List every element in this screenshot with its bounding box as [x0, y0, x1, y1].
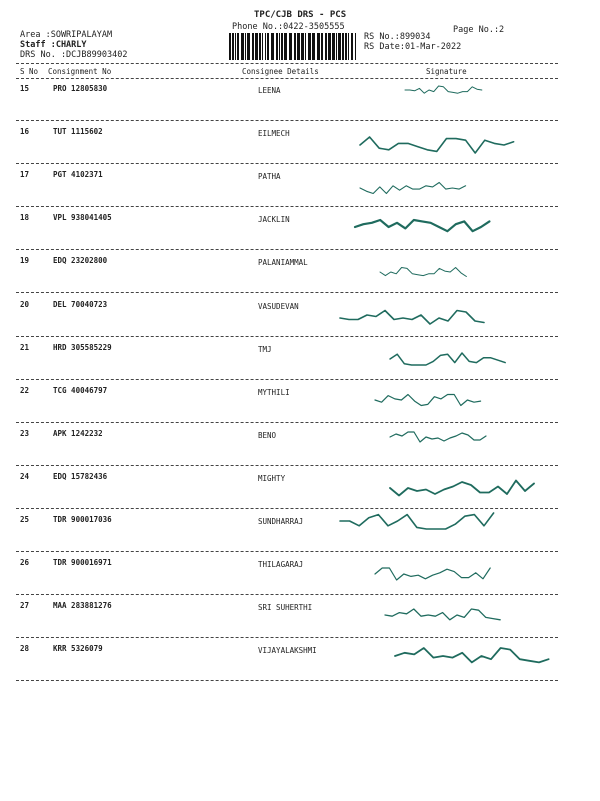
- serial-number: 20: [20, 299, 30, 309]
- signature-scribble: [0, 209, 600, 252]
- serial-number: 27: [20, 601, 30, 611]
- serial-number: 28: [20, 644, 30, 654]
- consignee-name: VASUDEVAN: [258, 301, 299, 311]
- consignee-name: LEENA: [258, 86, 281, 95]
- signature-scribble: [0, 123, 600, 166]
- table-row: [0, 252, 600, 295]
- table-row: [0, 511, 600, 554]
- signature-scribble: [0, 640, 600, 683]
- consignment-number: TDR 900017036: [53, 515, 112, 524]
- signature-scribble: [0, 382, 600, 425]
- consignee-name: BENO: [258, 430, 277, 440]
- consignment-number: TCG 40046797: [53, 385, 108, 395]
- consignment-number: VPL 938041405: [53, 213, 112, 223]
- sheet-title: TPC/CJB DRS - PCS: [254, 10, 347, 20]
- consignee-name: MYTHILI: [258, 387, 290, 397]
- row-divider: [16, 551, 558, 552]
- row-divider: [16, 379, 558, 380]
- table-row: [0, 339, 600, 382]
- staff-field: Staff :CHARLY: [20, 40, 87, 50]
- serial-number: 17: [20, 170, 30, 180]
- row-divider: [16, 206, 558, 207]
- consignee-name: TMJ: [258, 344, 272, 354]
- consignment-number: TDR 900016971: [53, 558, 112, 568]
- consignee-name: JACKLIN: [258, 215, 290, 225]
- table-row: [0, 425, 600, 468]
- table-row: [0, 296, 600, 339]
- serial-number: 16: [20, 127, 30, 137]
- table-row: [0, 80, 600, 123]
- col-sno: S No: [20, 67, 39, 76]
- table-row: [0, 382, 600, 425]
- consignee-name: SUNDHARRAJ: [258, 517, 304, 526]
- consignee-name: EILMECH: [258, 129, 290, 139]
- signature-scribble: [0, 597, 600, 640]
- header-divider: [16, 63, 558, 64]
- row-divider: [16, 249, 558, 250]
- row-divider: [16, 508, 558, 509]
- serial-number: 24: [20, 471, 30, 481]
- consignment-number: PGT 4102371: [53, 170, 103, 180]
- serial-number: 15: [20, 84, 30, 93]
- signature-scribble: [0, 468, 600, 511]
- consignment-number: TUT 1115602: [53, 127, 103, 137]
- signature-scribble: [0, 296, 600, 339]
- serial-number: 18: [20, 213, 30, 223]
- column-divider: [16, 78, 558, 79]
- col-consignee: Consignee Details: [242, 67, 319, 76]
- signature-scribble: [0, 554, 600, 597]
- table-row: [0, 640, 600, 683]
- serial-number: 25: [20, 515, 30, 524]
- signature-scribble: [0, 425, 600, 468]
- row-divider: [16, 120, 558, 121]
- row-divider: [16, 637, 558, 638]
- signature-scribble: [0, 339, 600, 382]
- consignee-name: VIJAYALAKSHMI: [258, 646, 317, 656]
- serial-number: 21: [20, 342, 30, 352]
- phone-number: Phone No.:0422-3505555: [232, 22, 345, 32]
- serial-number: 26: [20, 558, 30, 568]
- col-consignment: Consignment No: [48, 67, 112, 76]
- serial-number: 19: [20, 256, 30, 266]
- table-row: [0, 468, 600, 511]
- consignment-number: EDQ 15782436: [53, 471, 108, 481]
- table-row: [0, 554, 600, 597]
- consignee-name: PALANIAMMAL: [258, 258, 308, 268]
- consignee-name: SRI SUHERTHI: [258, 603, 313, 613]
- row-divider: [16, 422, 558, 423]
- consignment-number: KRR 5326079: [53, 644, 103, 654]
- page-number: Page No.:2: [453, 25, 505, 35]
- consignee-name: PATHA: [258, 172, 281, 182]
- serial-number: 22: [20, 385, 30, 395]
- area-field: Area :SOWRIPALAYAM: [20, 30, 113, 40]
- rs-number: RS No.:899034: [364, 32, 431, 42]
- table-row: [0, 123, 600, 166]
- col-signature: Signature: [426, 67, 467, 76]
- signature-scribble: [0, 166, 600, 209]
- row-divider: [16, 465, 558, 466]
- row-divider: [16, 680, 558, 681]
- signature-scribble: [0, 80, 600, 123]
- table-row: [0, 597, 600, 640]
- signature-scribble: [0, 511, 600, 554]
- consignee-name: THILAGARAJ: [258, 560, 304, 570]
- row-divider: [16, 292, 558, 293]
- consignment-number: EDQ 23202800: [53, 256, 108, 266]
- consignment-number: MAA 283881276: [53, 601, 112, 611]
- consignment-number: PRO 12805830: [53, 84, 108, 93]
- barcode-image: [228, 33, 358, 60]
- drs-number: DRS No. :DCJB89903402: [20, 50, 128, 60]
- row-divider: [16, 594, 558, 595]
- row-divider: [16, 336, 558, 337]
- rs-date: RS Date:01-Mar-2022: [364, 42, 462, 52]
- signature-scribble: [0, 252, 600, 295]
- consignment-number: APK 1242232: [53, 428, 103, 438]
- serial-number: 23: [20, 428, 30, 438]
- row-divider: [16, 163, 558, 164]
- consignee-name: MIGHTY: [258, 473, 286, 483]
- table-row: [0, 166, 600, 209]
- consignment-number: HRD 305585229: [53, 342, 112, 352]
- table-row: [0, 209, 600, 252]
- consignment-number: DEL 70040723: [53, 299, 108, 309]
